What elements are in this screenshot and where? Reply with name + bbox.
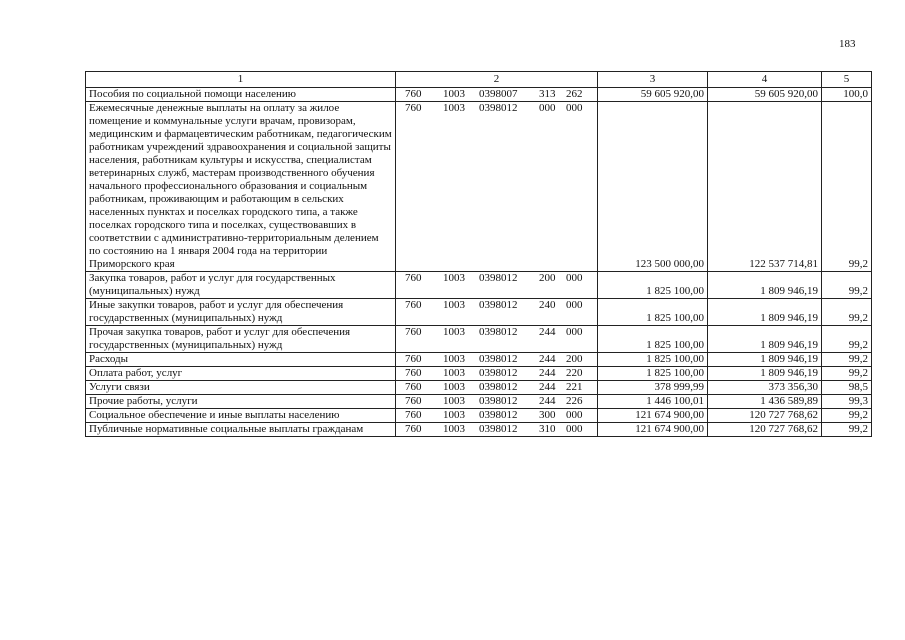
table-row: [86, 423, 872, 437]
row-name: Прочие работы, услуги: [86, 395, 396, 409]
row-percent: 99,2: [822, 423, 872, 437]
row-name: Социальное обеспечение и иные выплаты населению: [86, 409, 396, 423]
row-name: Услуги связи: [86, 381, 396, 395]
code-kosgu: 200: [566, 353, 583, 365]
code-kosgu: 000: [566, 102, 583, 114]
code-section: 1003: [443, 272, 465, 284]
code-expense-type: 244: [539, 381, 556, 393]
code-expense-type: 300: [539, 409, 556, 421]
code-section: 1003: [443, 367, 465, 379]
row-executed: 120 727 768,62: [708, 423, 822, 437]
row-codes: [396, 353, 598, 367]
code-expense-type: 200: [539, 272, 556, 284]
code-grbs: 760: [405, 423, 422, 435]
code-kosgu: 226: [566, 395, 583, 407]
table-row: [86, 272, 872, 299]
row-percent: 99,2: [822, 326, 872, 353]
row-percent: 99,2: [822, 272, 872, 299]
row-planned: 1 825 100,00: [598, 326, 708, 353]
code-section: 1003: [443, 409, 465, 421]
row-name: Закупка товаров, работ и услуг для государственных (муниципальных) нужд: [86, 272, 396, 299]
code-target: 0398012: [479, 299, 518, 311]
code-target: 0398012: [479, 423, 518, 435]
page-number: 183: [839, 38, 856, 50]
table-row: [86, 409, 872, 423]
budget-table-body: [86, 72, 872, 437]
row-executed: 1 809 946,19: [708, 367, 822, 381]
code-expense-type: 313: [539, 88, 556, 100]
row-planned: 1 825 100,00: [598, 353, 708, 367]
code-expense-type: 244: [539, 353, 556, 365]
code-kosgu: 000: [566, 326, 583, 338]
row-codes: [396, 423, 598, 437]
row-name: Прочая закупка товаров, работ и услуг для обеспечения государственных (муниципальных) нужд: [86, 326, 396, 353]
row-planned: 1 825 100,00: [598, 367, 708, 381]
code-grbs: 760: [405, 326, 422, 338]
code-target: 0398012: [479, 409, 518, 421]
code-section: 1003: [443, 395, 465, 407]
row-percent: 99,3: [822, 395, 872, 409]
row-executed: 1 809 946,19: [708, 299, 822, 326]
row-codes: [396, 272, 598, 299]
row-executed: 122 537 714,81: [708, 102, 822, 272]
code-section: 1003: [443, 381, 465, 393]
code-kosgu: 000: [566, 272, 583, 284]
code-expense-type: 244: [539, 326, 556, 338]
row-codes: [396, 326, 598, 353]
table-row: [86, 367, 872, 381]
table-row: [86, 88, 872, 102]
header-col-3: 3: [598, 72, 708, 88]
code-expense-type: 244: [539, 395, 556, 407]
row-percent: 99,2: [822, 299, 872, 326]
row-executed: 1 809 946,19: [708, 326, 822, 353]
row-codes: [396, 299, 598, 326]
header-col-1: 1: [86, 72, 396, 88]
code-kosgu: 000: [566, 299, 583, 311]
header-col-5: 5: [822, 72, 872, 88]
code-grbs: 760: [405, 88, 422, 100]
table-row: [86, 299, 872, 326]
row-name: Расходы: [86, 353, 396, 367]
code-section: 1003: [443, 326, 465, 338]
code-target: 0398012: [479, 353, 518, 365]
table-row: [86, 395, 872, 409]
code-kosgu: 262: [566, 88, 583, 100]
table-header-row: [86, 72, 872, 88]
code-target: 0398007: [479, 88, 518, 100]
row-executed: 1 809 946,19: [708, 353, 822, 367]
row-planned: 59 605 920,00: [598, 88, 708, 102]
code-expense-type: 000: [539, 102, 556, 114]
code-grbs: 760: [405, 409, 422, 421]
code-target: 0398012: [479, 102, 518, 114]
row-percent: 99,2: [822, 102, 872, 272]
code-target: 0398012: [479, 326, 518, 338]
code-grbs: 760: [405, 395, 422, 407]
row-executed: 59 605 920,00: [708, 88, 822, 102]
code-section: 1003: [443, 353, 465, 365]
row-name: Оплата работ, услуг: [86, 367, 396, 381]
row-percent: 98,5: [822, 381, 872, 395]
row-planned: 123 500 000,00: [598, 102, 708, 272]
row-executed: 1 809 946,19: [708, 272, 822, 299]
row-planned: 1 446 100,01: [598, 395, 708, 409]
code-target: 0398012: [479, 272, 518, 284]
code-section: 1003: [443, 423, 465, 435]
code-expense-type: 240: [539, 299, 556, 311]
row-executed: 1 436 589,89: [708, 395, 822, 409]
row-name: Публичные нормативные социальные выплаты гражданам: [86, 423, 396, 437]
row-planned: 121 674 900,00: [598, 423, 708, 437]
row-name: Ежемесячные денежные выплаты на оплату за жилое помещение и коммунальные услуги врачам, провизорам, медицинским и фармацевтическим работникам, педагогическим работникам учреждений здравоохранения и социальной защиты населения, работникам культуры и искусства, специалистам ветеринарных служб, мастерам производственного обучения начального профессионального образования и социальным работникам, проживающим и работающим в сельских населенных пунктах и поселках городского типа, а также поселках городского типа и поселках, существовавших в соответствии с административно-территориальным делением по состоянию на 1 января 2004 года на территории Приморского края: [86, 102, 396, 272]
code-grbs: 760: [405, 381, 422, 393]
row-codes: [396, 102, 598, 272]
row-planned: 121 674 900,00: [598, 409, 708, 423]
row-codes: [396, 88, 598, 102]
table-row: [86, 102, 872, 272]
code-grbs: 760: [405, 272, 422, 284]
header-col-4: 4: [708, 72, 822, 88]
row-name: Иные закупки товаров, работ и услуг для обеспечения государственных (муниципальных) нужд: [86, 299, 396, 326]
row-percent: 99,2: [822, 367, 872, 381]
row-name: Пособия по социальной помощи населению: [86, 88, 396, 102]
row-executed: 120 727 768,62: [708, 409, 822, 423]
code-kosgu: 000: [566, 423, 583, 435]
budget-table: [85, 71, 872, 437]
code-target: 0398012: [479, 381, 518, 393]
row-codes: [396, 381, 598, 395]
code-kosgu: 221: [566, 381, 583, 393]
code-grbs: 760: [405, 367, 422, 379]
code-expense-type: 244: [539, 367, 556, 379]
code-grbs: 760: [405, 353, 422, 365]
row-percent: 100,0: [822, 88, 872, 102]
row-percent: 99,2: [822, 353, 872, 367]
row-executed: 373 356,30: [708, 381, 822, 395]
code-target: 0398012: [479, 367, 518, 379]
row-planned: 1 825 100,00: [598, 272, 708, 299]
row-codes: [396, 395, 598, 409]
row-codes: [396, 409, 598, 423]
code-section: 1003: [443, 299, 465, 311]
code-target: 0398012: [479, 395, 518, 407]
table-row: [86, 326, 872, 353]
code-section: 1003: [443, 102, 465, 114]
row-planned: 1 825 100,00: [598, 299, 708, 326]
row-percent: 99,2: [822, 409, 872, 423]
code-grbs: 760: [405, 299, 422, 311]
row-planned: 378 999,99: [598, 381, 708, 395]
table-row: [86, 353, 872, 367]
code-expense-type: 310: [539, 423, 556, 435]
table-row: [86, 381, 872, 395]
row-codes: [396, 367, 598, 381]
code-kosgu: 220: [566, 367, 583, 379]
code-grbs: 760: [405, 102, 422, 114]
header-col-2: 2: [396, 72, 598, 88]
code-section: 1003: [443, 88, 465, 100]
code-kosgu: 000: [566, 409, 583, 421]
